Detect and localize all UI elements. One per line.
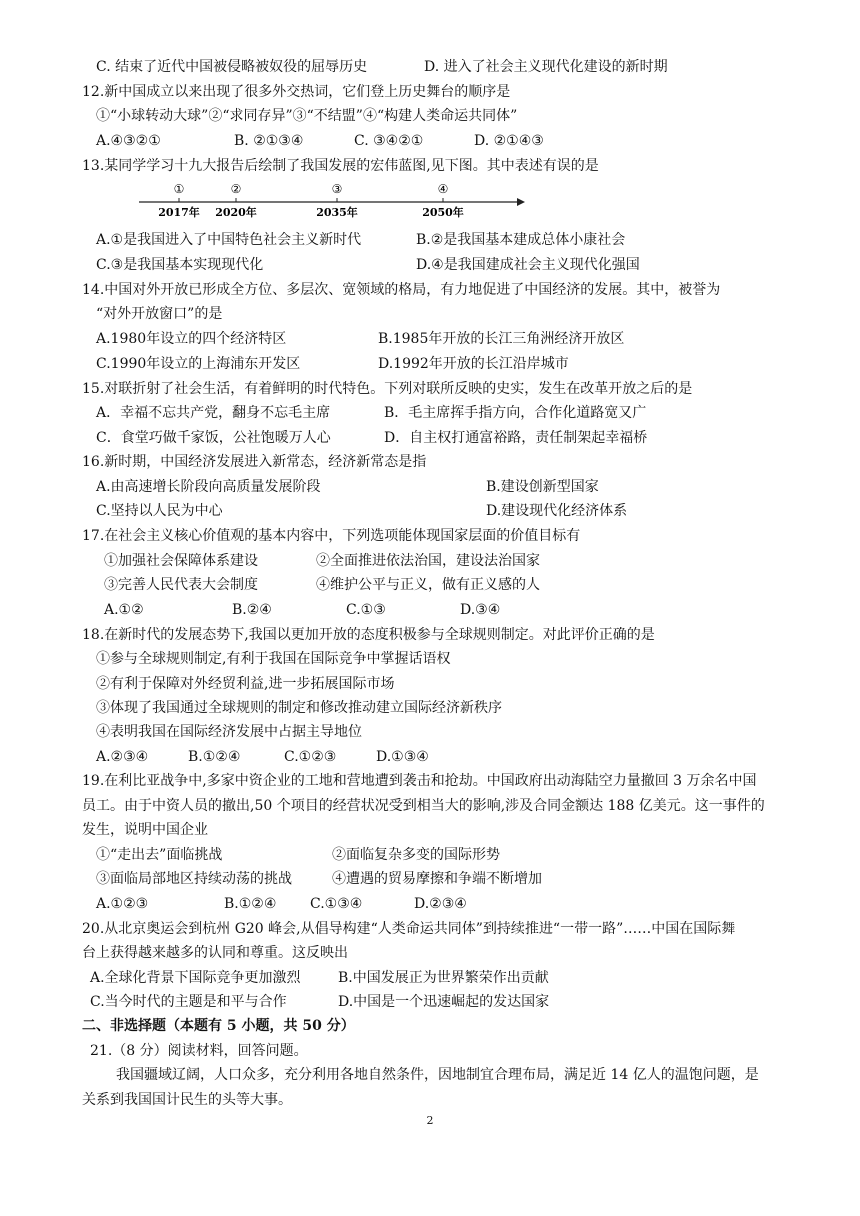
q12-option-a: A.④③②① — [96, 133, 161, 149]
q18-item-1: ①参与全球规则制定,有利于我国在国际竞争中掌握话语权 — [96, 651, 451, 667]
q15-option-c: C．食堂巧做千家饭，公社饱暖万人心 — [96, 430, 331, 446]
q19-option-b: B.①②④ — [224, 896, 277, 912]
q17-option-c: C.①③ — [346, 602, 386, 618]
timeline-year-1: 2017年 — [158, 206, 200, 219]
q17-option-a: A.①② — [104, 602, 144, 618]
q12-option-b: B. ②①③④ — [234, 133, 304, 149]
q14-option-b: B.1985年开放的长江三角洲经济开放区 — [378, 331, 625, 347]
q12-stem: 12.新中国成立以来出现了很多外交热词，它们登上历史舞台的顺序是 — [82, 84, 511, 100]
timeline-year-4: 2050年 — [422, 206, 464, 219]
q21-material-line2: 关系到我国国计民生的头等大事。 — [82, 1092, 292, 1108]
q17-stem: 17.在社会主义核心价值观的基本内容中，下列选项能体现国家层面的价值目标有 — [82, 528, 581, 544]
page-number: 2 — [426, 1114, 434, 1127]
q17-item-4: ④维护公平与正义，做有正义感的人 — [316, 577, 540, 593]
q14-option-d: D.1992年开放的长江沿岸城市 — [378, 356, 569, 372]
q18-option-d: D.①③④ — [376, 749, 429, 765]
q20-stem-line2: 台上获得越来越多的认同和尊重。这反映出 — [82, 945, 348, 961]
q15-stem: 15.对联折射了社会生活，有着鲜明的时代特色。下列对联所反映的史实，发生在改革开放之后的是 — [82, 381, 693, 397]
q20-option-d: D.中国是一个迅速崛起的发达国家 — [338, 994, 550, 1010]
q14-stem-line2: “对外开放窗口”的是 — [96, 306, 223, 322]
q16-option-b: B.建设创新型国家 — [486, 479, 599, 495]
q16-option-c: C.坚持以人民为中心 — [96, 503, 223, 519]
q11-option-c: C. 结束了近代中国被侵略被奴役的屈辱历史 — [96, 59, 368, 75]
q20-option-b: B.中国发展正为世界繁荣作出贡献 — [338, 970, 549, 986]
q18-item-2: ②有利于保障对外经贸利益,进一步拓展国际市场 — [96, 676, 395, 692]
q18-option-c: C.①②③ — [284, 749, 337, 765]
q12-option-c: C. ③④②① — [354, 133, 424, 149]
q19-item-4: ④遭遇的贸易摩擦和争端不断增加 — [332, 871, 542, 887]
q13-option-b: B.②是我国基本建成总体小康社会 — [416, 232, 626, 248]
timeline-year-3: 2035年 — [316, 206, 358, 219]
q19-item-2: ②面临复杂多变的国际形势 — [332, 847, 500, 863]
q15-option-d: D．自主权打通富裕路，责任制架起幸福桥 — [384, 430, 648, 446]
q16-option-a: A.由高速增长阶段向高质量发展阶段 — [96, 479, 321, 495]
timeline-year-2: 2020年 — [215, 206, 257, 219]
q21-material-line1: 我国疆域辽阔，人口众多，充分利用各地自然条件，因地制宜合理布局，满足近 14 亿人的温饱问题，是 — [116, 1067, 759, 1083]
q16-option-d: D.建设现代化经济体系 — [486, 503, 628, 519]
timeline-marker-2: ② — [230, 184, 242, 196]
q19-option-a: A.①②③ — [96, 896, 149, 912]
q15-option-a: A．幸福不忘共产党，翻身不忘毛主席 — [96, 405, 331, 421]
q18-option-b: B.①②④ — [188, 749, 241, 765]
timeline-marker-1: ① — [173, 184, 185, 196]
q13-stem: 13.某同学学习十九大报告后绘制了我国发展的宏伟蓝图,见下图。其中表述有误的是 — [82, 158, 599, 174]
q17-item-1: ①加强社会保障体系建设 — [104, 553, 258, 569]
q13-option-a: A.①是我国进入了中国特色社会主义新时代 — [96, 232, 362, 248]
q12-option-d: D. ②①④③ — [474, 133, 544, 149]
q18-item-4: ④表明我国在国际经济发展中占据主导地位 — [96, 724, 362, 740]
q19-stem-line2: 员工。由于中资人员的撤出,50 个项目的经营状况受到相当大的影响,涉及合同金额达 188 亿美元。这一事件的 — [82, 798, 765, 814]
q18-item-3: ③体现了我国通过全球规则的制定和修改推动建立国际经济新秩序 — [96, 700, 502, 716]
timeline-marker-3: ③ — [331, 184, 343, 196]
q13-option-d: D.④是我国建成社会主义现代化强国 — [416, 257, 640, 273]
q18-stem: 18.在新时代的发展态势下,我国以更加开放的态度积极参与全球规则制定。对此评价正确的是 — [82, 627, 655, 643]
q18-option-a: A.②③④ — [96, 749, 149, 765]
q19-stem-line1: 19.在利比亚战争中,多家中资企业的工地和营地遭到袭击和抢劫。中国政府出动海陆空力量撤回 3 万余名中国 — [82, 773, 757, 789]
q17-item-3: ③完善人民代表大会制度 — [104, 577, 258, 593]
q20-option-c: C.当今时代的主题是和平与合作 — [90, 994, 287, 1010]
q19-option-c: C.①③④ — [310, 896, 363, 912]
q16-stem: 16.新时期，中国经济发展进入新常态，经济新常态是指 — [82, 454, 427, 470]
section-2-title: 二、非选择题（本题有 5 小题，共 50 分） — [82, 1018, 355, 1034]
q17-option-b: B.②④ — [232, 602, 272, 618]
q19-option-d: D.②③④ — [414, 896, 467, 912]
q14-option-c: C.1990年设立的上海浦东开发区 — [96, 356, 301, 372]
q15-option-b: B．毛主席挥手指方向，合作化道路宽又广 — [384, 405, 647, 421]
q17-item-2: ②全面推进依法治国，建设法治国家 — [316, 553, 540, 569]
q14-option-a: A.1980年设立的四个经济特区 — [96, 331, 287, 347]
development-timeline — [135, 184, 535, 220]
q11-option-d: D. 进入了社会主义现代化建设的新时期 — [424, 59, 668, 75]
q12-items: ①“小球转动大球”②“求同存异”③“不结盟”④“构建人类命运共同体” — [96, 108, 518, 124]
q20-option-a: A.全球化背景下国际竞争更加激烈 — [90, 970, 301, 986]
timeline-marker-4: ④ — [437, 184, 449, 196]
q20-stem-line1: 20.从北京奥运会到杭州 G20 峰会,从倡导构建“人类命运共同体”到持续推进“一带一路”……中国在国际舞 — [82, 921, 736, 937]
q21-stem: 21.（8 分）阅读材料，回答问题。 — [90, 1043, 308, 1059]
q19-item-1: ①“走出去”面临挑战 — [96, 847, 223, 863]
q19-item-3: ③面临局部地区持续动荡的挑战 — [96, 871, 292, 887]
q17-option-d: D.③④ — [460, 602, 501, 618]
q13-option-c: C.③是我国基本实现现代化 — [96, 257, 264, 273]
timeline-arrowhead — [517, 198, 525, 206]
q14-stem-line1: 14.中国对外开放已形成全方位、多层次、宽领域的格局，有力地促进了中国经济的发展。其中，被誉为 — [82, 282, 721, 298]
q19-stem-line3: 发生，说明中国企业 — [82, 822, 208, 838]
